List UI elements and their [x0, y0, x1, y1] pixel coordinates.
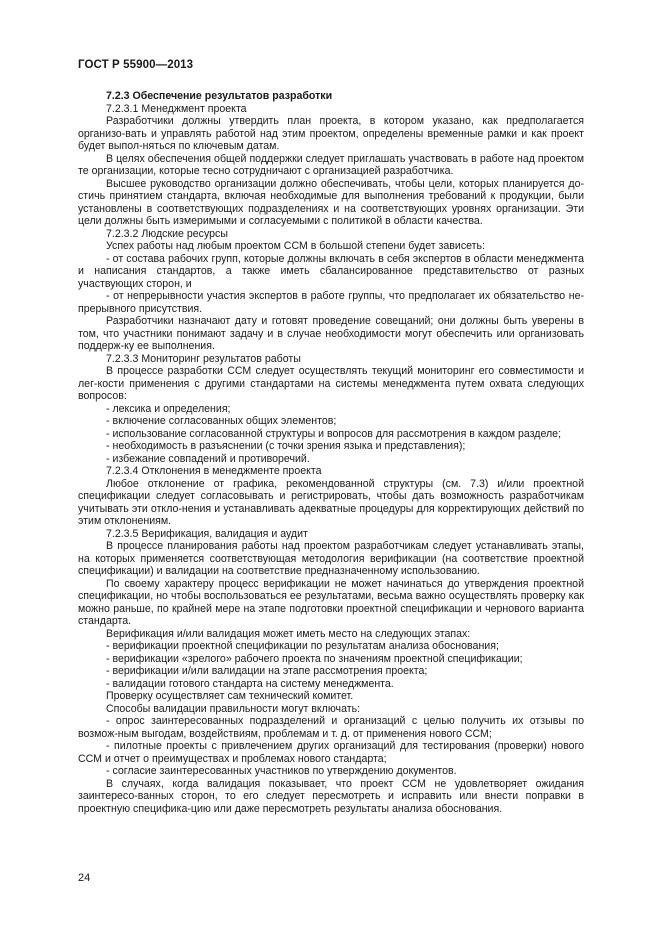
paragraph: Верификация и/или валидация может иметь место на следующих этапах: — [106, 627, 471, 640]
paragraph: В случаях, когда валидация показывает, что проект ССМ не удовлетворяет ожидания заинтересо-ванных сторон, то его следует пересмотреть и исправить или внести поправки в проектную специфика-цию или даже пересмотреть результаты анализа обоснования. — [78, 777, 584, 815]
section-heading: 7.2.3 Обеспечение результатов разработки — [106, 90, 333, 102]
list-item: - верификации проектной спецификации по результатам анализа обоснования; — [106, 640, 499, 652]
list-item: - валидации готового стандарта на систему менеджмента. — [106, 677, 394, 690]
paragraph: В процессе планирования работы над проектом разработчикам следует устанавливать этапы, на которых применяется соответствующая методология верификации (на соответствие проектной спецификации) и валидации на соответствие предназначенному использованию. — [78, 540, 584, 577]
list-item: - согласие заинтересованных участников по утверждению документов. — [106, 765, 457, 777]
list-item: - включение согласованных общих элементов; — [106, 415, 337, 427]
list-item: - от состава рабочих групп, которые должны включать в себя экспертов в области менеджмента и написания стандартов, а также иметь сбалансированное представительство от разных участвующих сторон, и — [78, 252, 584, 290]
subsection-heading: 7.2.3.2 Людские ресурсы — [106, 227, 228, 240]
list-item: - опрос заинтересованных подразделений и организаций с целью получить их отзывы по возмож-ным выгодам, воздействиям, проблемам и т. д. от применения нового ССМ; — [78, 715, 584, 740]
subsection-heading: 7.2.3.1 Менеджмент проекта — [106, 102, 247, 115]
paragraph: Проверку осуществляет сам технический комитет. — [106, 690, 354, 702]
paragraph: В процессе разработки ССМ следует осуществлять текущий мониторинг его совместимости и лег-кости применения с другими стандартами на системы менеджмента путем охвата следующих вопросов: — [78, 365, 584, 402]
list-item: - от непрерывности участия экспертов в работе группы, что предполагает их обязательство не-прерывного присутствия. — [78, 290, 584, 315]
subsection-heading: 7.2.3.5 Верификация, валидация и аудит — [106, 527, 308, 540]
paragraph: Разработчики назначают дату и готовят проведение совещаний; они должны быть уверены в том, что участники понимают задачу и в случае необходимости могут обеспечить или организовать поддерж-ку ее выполнения. — [78, 315, 584, 352]
paragraph: Любое отклонение от графика, рекомендованной структуры (см. 7.3) и/или проектной спецификации следует согласовывать и регистрировать, чтобы дать возможность разработчикам учитывать эти откло-нения и устанавливать адекватные процедуры для корректирующих действий по этим отклонениям. — [78, 477, 584, 527]
subsection-heading: 7.2.3.4 Отклонения в менеджменте проекта — [106, 465, 322, 477]
paragraph: Успех работы над любым проектом ССМ в большой степени будет зависеть: — [106, 240, 485, 252]
list-item: - необходимость в разъяснении (с точки зрения языка и представления); — [106, 440, 466, 452]
list-item: - использование согласованной структуры и вопросов для рассмотрения в каждом разделе; — [106, 427, 562, 440]
paragraph: В целях обеспечения общей поддержки следует приглашать участвовать в работе над проектом те организации, которые тесно сотрудничают с организацией разработчика. — [78, 152, 584, 177]
page-number: 24 — [78, 872, 91, 884]
document-header: ГОСТ Р 55900—2013 — [78, 59, 194, 71]
list-item: - пилотные проекты с привлечением других организаций для тестирования (проверки) нового ССМ и отчет о преимуществах и проблемах нового стандарта; — [78, 740, 584, 765]
paragraph: Способы валидации правильности могут включать: — [106, 702, 361, 715]
list-item: - избежание совпадений и противоречий. — [106, 452, 310, 465]
paragraph: Разработчики должны утвердить план проекта, в котором указано, как предполагается организо-вать и управлять работой над этим проектом, определены временные рамки и как проект будет выпол-няться по ключевым датам. — [78, 115, 584, 152]
document-body — [78, 90, 584, 815]
list-item: - верификации «зрелого» рабочего проекта по значениям проектной спецификации; — [106, 652, 523, 665]
subsection-heading: 7.2.3.3 Мониторинг результатов работы — [106, 352, 301, 365]
list-item: - верификации и/или валидации на этапе рассмотрения проекта; — [106, 665, 428, 677]
paragraph: По своему характеру процесс верификации не может начинаться до утверждения проектной спецификации, но чтобы воспользоваться ее результатами, весьма важно осуществлять проверку как можно раньше, по крайней мере на этапе подготовки проектной спецификации и чернового варианта стандарта. — [78, 577, 584, 627]
paragraph: Высшее руководство организации должно обеспечивать, чтобы цели, которых планируется до-стичь принятием стандарта, включая необходимые для выполнения требований к продукции, были установлены в соответствующих подразделениях и на соответствующих уровнях организации. Эти цели должны быть измеримыми и согласуемыми с политикой в области качества. — [78, 177, 584, 227]
list-item: - лексика и определения; — [106, 402, 231, 415]
